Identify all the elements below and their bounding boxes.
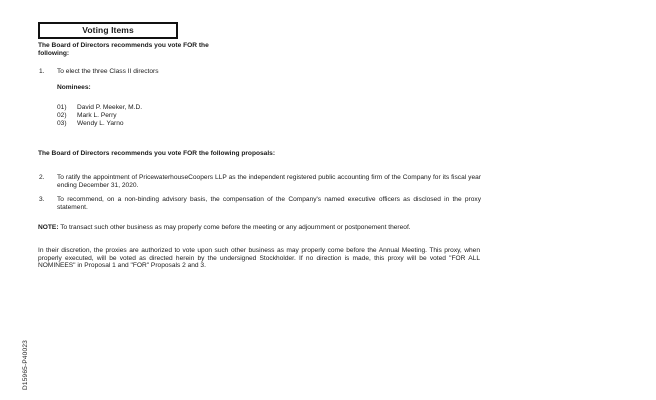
proposal-number: 3. bbox=[39, 196, 45, 203]
nominee-number: 03) bbox=[57, 119, 67, 127]
proposal-number: 2. bbox=[39, 174, 45, 181]
document-control-code: D15965-P40023 bbox=[22, 340, 29, 390]
nominee-row bbox=[57, 104, 142, 112]
voting-items-header: Voting Items bbox=[38, 22, 178, 39]
proposal-text: To ratify the appointment of PricewaterhouseCoopers LLP as the independent registered public accounting firm of the Company for its fiscal year ending December 31, 2020. bbox=[57, 174, 481, 189]
proposal-text: To recommend, on a non-binding advisory basis, the compensation of the Company's named executive officers as disclosed in the proxy statement. bbox=[57, 196, 481, 211]
note-line bbox=[38, 224, 411, 232]
note-label: NOTE: bbox=[38, 224, 59, 231]
nominees-label: Nominees: bbox=[57, 84, 91, 91]
nominee-name: David P. Meeker, M.D. bbox=[77, 104, 143, 111]
proposal-3 bbox=[39, 196, 481, 211]
nominee-name: Wendy L. Yarno bbox=[77, 119, 124, 127]
proposal-2 bbox=[39, 174, 481, 189]
board-recommendation-proposals: The Board of Directors recommends you vote FOR the following proposals: bbox=[38, 150, 276, 157]
item-1-text: To elect the three Class II directors bbox=[57, 68, 159, 75]
nominee-name: Mark L. Perry bbox=[77, 111, 117, 119]
nominee-list bbox=[57, 104, 142, 128]
discretion-paragraph: In their discretion, the proxies are authorized to vote upon such other business as may properly come before the Annual Meeting. This proxy, when properly executed, will be voted as directed herein by the undersigned Stockholder. If no direction is made, this proxy will be voted "FOR ALL NOMINEES" in Proposal 1 and "FOR" Proposals 2 and 3. bbox=[38, 247, 480, 270]
board-recommendation-directors: The Board of Directors recommends you vote FOR the following: bbox=[38, 42, 209, 57]
nominee-row bbox=[57, 120, 142, 128]
nominee-number: 02) bbox=[57, 111, 67, 119]
item-1-number: 1. bbox=[39, 68, 45, 75]
nominee-number: 01) bbox=[57, 104, 67, 111]
nominee-row bbox=[57, 112, 142, 120]
note-text: To transact such other business as may properly come before the meeting or any adjournment or postponement thereof. bbox=[58, 224, 411, 231]
